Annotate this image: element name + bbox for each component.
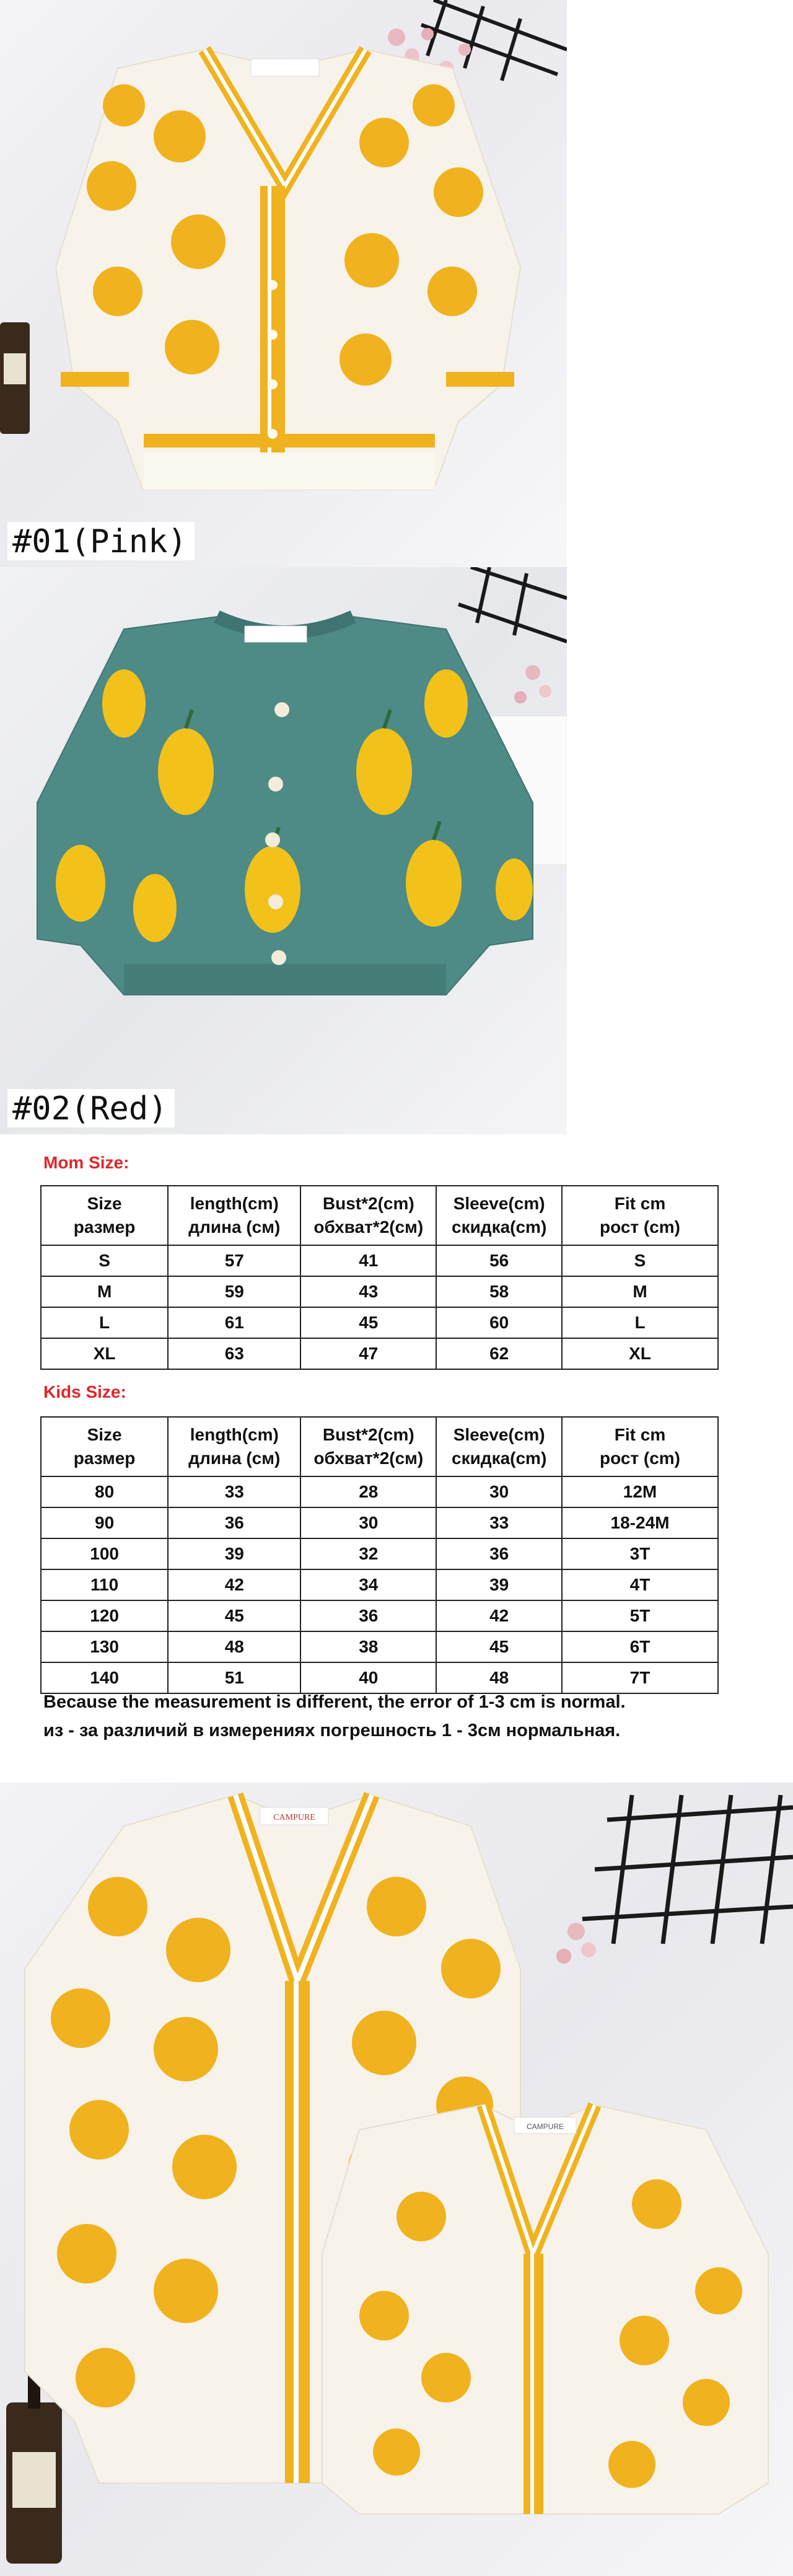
header-size: Size размер: [41, 1417, 168, 1476]
table-row: [41, 1507, 718, 1538]
kids-size-title: Kids Size:: [43, 1382, 126, 1401]
cell: 42: [436, 1600, 562, 1631]
cell: 33: [168, 1476, 300, 1507]
cell: 40: [300, 1662, 436, 1693]
cell: 38: [300, 1631, 436, 1662]
cell: 6T: [562, 1631, 718, 1662]
cell: 32: [300, 1538, 436, 1569]
cell: 63: [168, 1338, 300, 1369]
color-label: #02(Red): [7, 1089, 175, 1127]
header-size: Size размер: [41, 1186, 168, 1245]
cell: 80: [41, 1476, 168, 1507]
header-sleeve: Sleeve(cm) скидка(cm): [436, 1186, 562, 1245]
cell: 3T: [562, 1538, 718, 1569]
cell: 41: [300, 1245, 436, 1276]
cell: S: [41, 1245, 168, 1276]
bottle: [0, 322, 30, 434]
cell: 120: [41, 1600, 168, 1631]
header-length: length(cm) длина (см): [168, 1417, 300, 1476]
cell: S: [562, 1245, 718, 1276]
table-row: [41, 1338, 718, 1369]
cell: L: [562, 1307, 718, 1338]
size-chart-section: [0, 1134, 793, 1783]
svg-text:CAMPURE: CAMPURE: [526, 2122, 564, 2131]
cell: 5T: [562, 1600, 718, 1631]
cell: 48: [436, 1662, 562, 1693]
cell: 47: [300, 1338, 436, 1369]
header-bust: Bust*2(cm) обхват*2(см): [300, 1186, 436, 1245]
wire-rack: [458, 567, 567, 642]
wire-rack: [582, 1795, 793, 1944]
cell: 58: [436, 1276, 562, 1307]
cell: 4T: [562, 1569, 718, 1600]
cell: 110: [41, 1569, 168, 1600]
mom-size-table: [40, 1185, 719, 1370]
cell: 43: [300, 1276, 436, 1307]
cell: XL: [562, 1338, 718, 1369]
family-cardigans-illustration: [0, 1783, 793, 2576]
table-row: [41, 1538, 718, 1569]
cell: 36: [436, 1538, 562, 1569]
cell: XL: [41, 1338, 168, 1369]
cell: 140: [41, 1662, 168, 1693]
cell: 18-24M: [562, 1507, 718, 1538]
cell: 45: [300, 1307, 436, 1338]
cell: 30: [436, 1476, 562, 1507]
cell: 90: [41, 1507, 168, 1538]
cell: 130: [41, 1631, 168, 1662]
cell: 42: [168, 1569, 300, 1600]
table-row: [41, 1245, 718, 1276]
cell: 48: [168, 1631, 300, 1662]
cell: 45: [168, 1600, 300, 1631]
svg-text:CAMPURE: CAMPURE: [273, 1813, 315, 1822]
cell: 57: [168, 1245, 300, 1276]
table-row: [41, 1631, 718, 1662]
cell: 7T: [562, 1662, 718, 1693]
cell: M: [41, 1276, 168, 1307]
cell: 12M: [562, 1476, 718, 1507]
cell: 62: [436, 1338, 562, 1369]
cell: 51: [168, 1662, 300, 1693]
kid-cardigan: [322, 2105, 768, 2514]
pink-cardigan-illustration: [0, 0, 567, 567]
cell: 36: [168, 1507, 300, 1538]
header-bust: Bust*2(cm) обхват*2(см): [300, 1417, 436, 1476]
cell: 61: [168, 1307, 300, 1338]
table-row: [41, 1600, 718, 1631]
product-photo-pink: [0, 0, 567, 567]
measurement-note-russian: из - за различий в измерениях погрешность 1 - 3см нормальная.: [43, 1721, 621, 1740]
cell: 45: [436, 1631, 562, 1662]
color-label: #01(Pink): [7, 522, 195, 560]
table-header-row: [41, 1186, 718, 1245]
cell: 28: [300, 1476, 436, 1507]
header-length: length(cm) длина (см): [168, 1186, 300, 1245]
cell: 39: [168, 1538, 300, 1569]
cell: 34: [300, 1569, 436, 1600]
measurement-note-english: Because the measurement is different, the error of 1-3 cm is normal.: [43, 1692, 626, 1712]
flower-sprig: [514, 665, 551, 704]
cardigan: [56, 50, 520, 490]
header-fit: Fit cm рост (cm): [562, 1186, 718, 1245]
pear-cardigan-illustration: [0, 567, 567, 1134]
product-photo-red: [0, 567, 567, 1134]
cell: 100: [41, 1538, 168, 1569]
cell: L: [41, 1307, 168, 1338]
mom-size-title: Mom Size:: [43, 1153, 129, 1172]
flower-sprig: [556, 1923, 596, 1964]
cell: M: [562, 1276, 718, 1307]
table-row: [41, 1569, 718, 1600]
table-row: [41, 1662, 718, 1693]
cardigan: [37, 617, 533, 995]
cell: 39: [436, 1569, 562, 1600]
cell: 56: [436, 1245, 562, 1276]
table-row: [41, 1307, 718, 1338]
header-sleeve: Sleeve(cm) скидка(cm): [436, 1417, 562, 1476]
cell: 59: [168, 1276, 300, 1307]
cell: 33: [436, 1507, 562, 1538]
table-header-row: [41, 1417, 718, 1476]
cell: 36: [300, 1600, 436, 1631]
cell: 30: [300, 1507, 436, 1538]
table-row: [41, 1276, 718, 1307]
kids-size-table: [40, 1416, 719, 1694]
header-fit: Fit cm рост (cm): [562, 1417, 718, 1476]
cell: 60: [436, 1307, 562, 1338]
table-row: [41, 1476, 718, 1507]
product-photo-family: [0, 1783, 793, 2576]
